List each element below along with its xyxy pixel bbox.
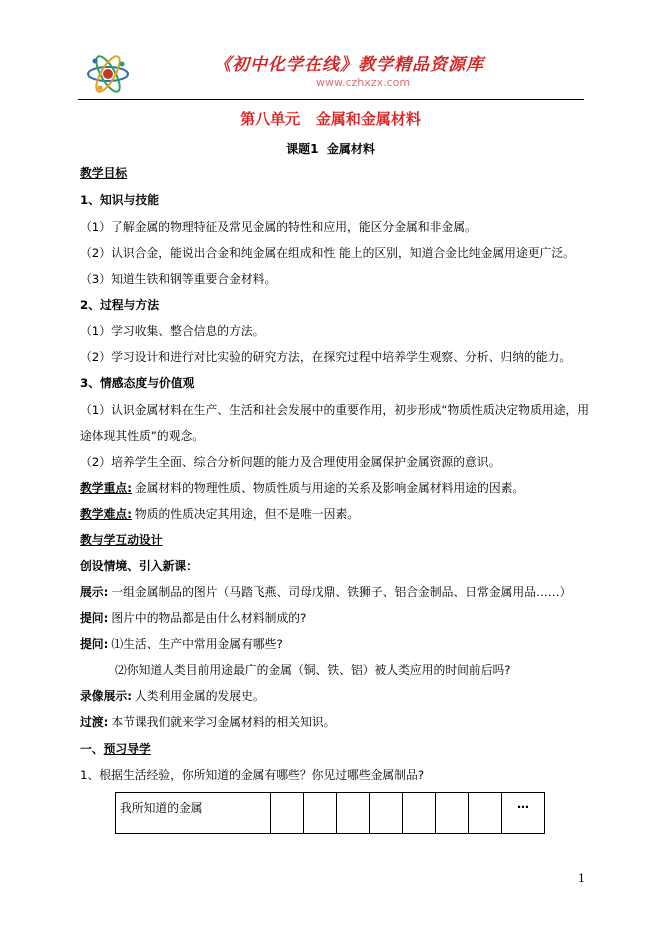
preview-heading [80,740,151,757]
question-text: ⑴生活、生产中常用金属有哪些? [111,637,283,651]
unit-title: 第八单元 金属和金属材料 [240,110,421,128]
video-text: 人类利用金属的发展史。 [134,689,265,703]
attitude-values-heading: 3、情感态度与价值观 [80,376,195,390]
table-blank-cell[interactable] [304,793,337,834]
question-row [80,635,283,652]
transition-row [80,713,335,730]
preview-question: 1、根据生活经验，你所知道的金属有哪些？你见过哪些金属制品? [80,768,425,782]
transition-label: 过渡: [80,715,109,729]
question-subitem: ⑵你知道人类目前用途最广的金属（铜、铁、铝）被人类应用的时间前后吗? [115,663,511,677]
lesson-subtitle: 课题1 金属材料 [286,142,375,156]
question-text: 图片中的物品都是由什么材料制成的? [111,611,307,625]
design-heading: 教与学互动设计 [80,533,163,547]
objective-item: （2）认识合金，能说出合金和纯金属在组成和性 能上的区别，知道合金比纯金属用途更广泛。 [80,246,575,260]
objective-item: （2）培养学生全面、综合分析问题的能力及合理使用金属保护金属资源的意识。 [80,455,501,469]
known-metals-table [115,792,545,834]
key-point-row [80,479,524,496]
process-method-heading: 2、过程与方法 [80,298,159,312]
table-blank-cell[interactable] [370,793,403,834]
preview-number: 一、 [80,742,104,756]
key-point-text: 金属材料的物理性质、物质性质与用途的关系及影响金属材料用途的因素。 [134,481,525,495]
page-number: 1 [578,872,585,885]
table-blank-cell[interactable] [436,793,469,834]
difficulty-text: 物质的性质决定其用途，但不是唯一因素。 [134,507,360,521]
difficulty-label: 教学难点: [80,507,132,521]
show-text: 一组金属制品的图片（马踏飞燕、司母戊鼎、铁狮子、铝合金制品、日常金属用品……） [111,585,572,599]
objective-item: （3）知道生铁和钢等重要合金材料。 [80,272,277,286]
table-label-cell: 我所知道的金属 [116,793,271,834]
header-divider [78,99,584,100]
objective-item: （2）学习设计和进行对比实验的研究方法，在探究过程中培养学生观察、分析、归纳的能力。 [80,350,572,364]
question-row [80,609,306,626]
transition-text: 本节课我们就来学习金属材料的相关知识。 [111,715,336,729]
knowledge-skills-heading: 1、知识与技能 [80,193,159,207]
table-blank-cell[interactable] [403,793,436,834]
objective-item: （1）认识金属材料在生产、生活和社会发展中的重要作用，初步形成“物质性质决定物质用途，用 [80,403,590,417]
video-label: 录像展示: [80,689,132,703]
banner-url[interactable]: www.czhxzx.com [316,76,411,89]
header-banner [78,44,584,100]
table-row [116,793,545,834]
table-ellipsis-cell: … [502,793,545,834]
objective-item: （1）了解金属的物理特征及常见金属的特性和应用，能区分金属和非金属。 [80,220,477,234]
atom-logo-icon [86,52,130,96]
question-label: 提问: [80,611,109,625]
show-row [80,583,571,600]
banner-title: 《初中化学在线》教学精品资源库 [214,55,484,75]
video-row [80,687,265,704]
question-label: 提问: [80,637,109,651]
table-blank-cell[interactable] [469,793,502,834]
key-point-label: 教学重点: [80,481,132,495]
table-blank-cell[interactable] [271,793,304,834]
objective-item-continued: 途体现其性质”的观念。 [80,429,205,443]
objectives-heading: 教学目标 [80,166,128,180]
objective-item: （1）学习收集、整合信息的方法。 [80,324,265,338]
table-blank-cell[interactable] [337,793,370,834]
preview-label: 预习导学 [103,742,151,756]
show-label: 展示: [80,585,109,599]
intro-heading: 创设情境、引入新课： [80,559,198,573]
difficulty-row [80,505,359,522]
